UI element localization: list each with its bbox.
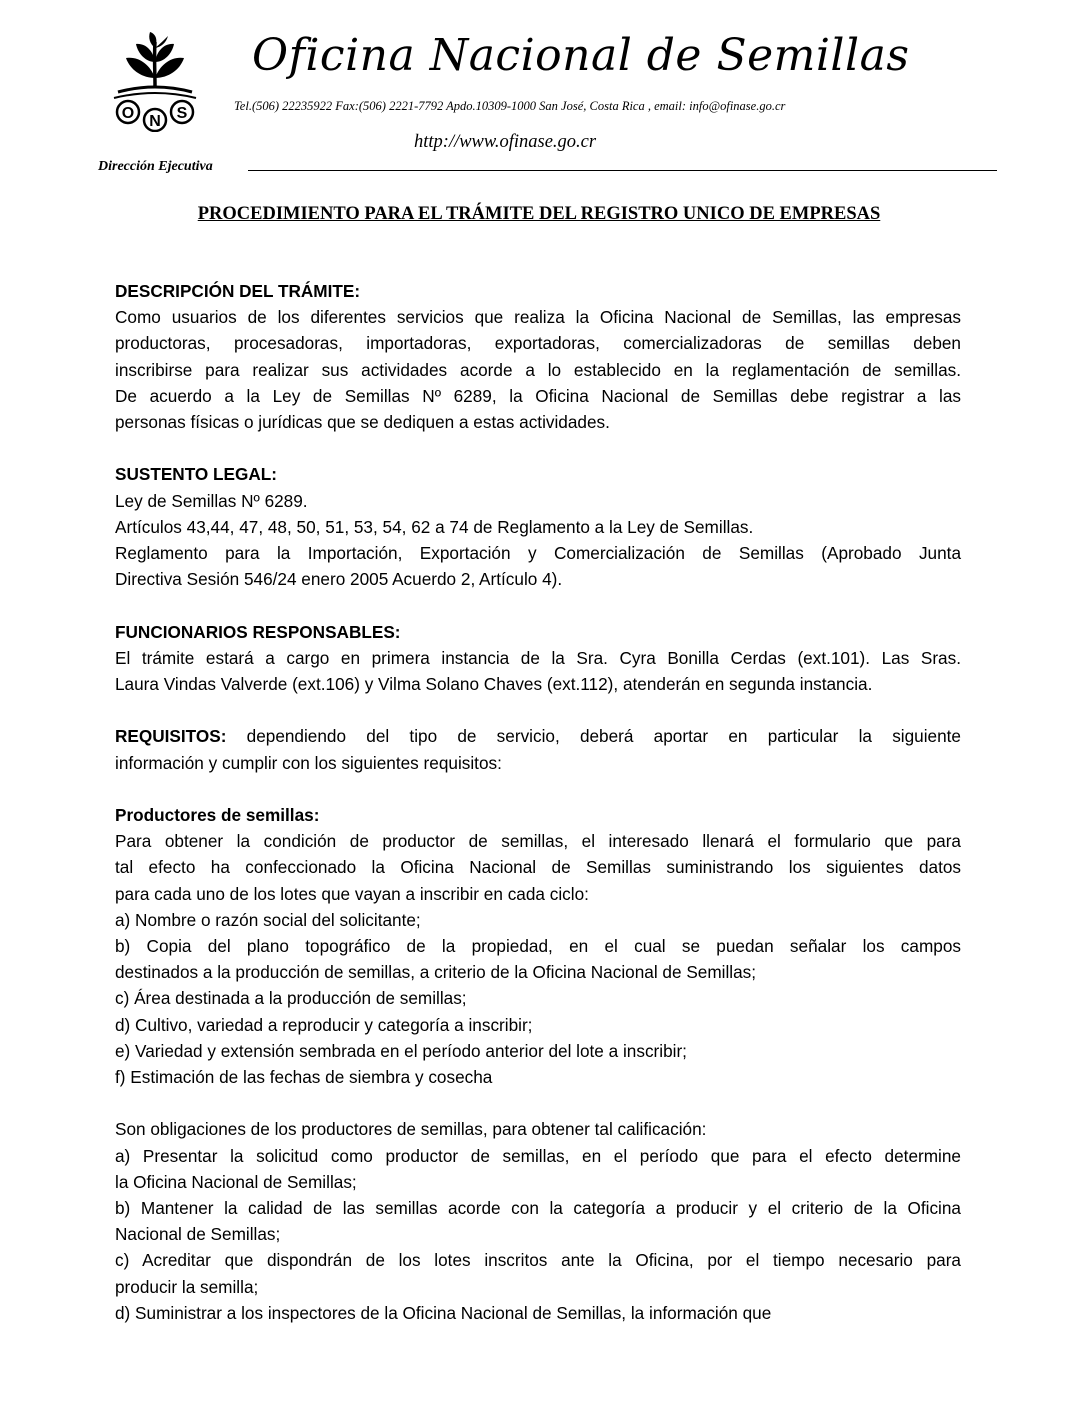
- ons-logo: [108, 28, 202, 132]
- section-productores: [115, 802, 961, 1090]
- section-heading: DESCRIPCIÓN DEL TRÁMITE:: [115, 281, 361, 301]
- document-body: [115, 278, 961, 1352]
- list-item: a) Presentar la solicitud como productor de semillas, en el período que para el efecto determine: [115, 1145, 961, 1166]
- logo-letter-o: O: [121, 105, 135, 122]
- paragraph-line: De acuerdo a la Ley de Semillas Nº 6289, la Oficina Nacional de Semillas debe registrar a las: [115, 385, 961, 406]
- list-item: b) Mantener la calidad de las semillas acorde con la categoría a producir y el criterio de la Oficina: [115, 1198, 961, 1219]
- department-name: Dirección Ejecutiva: [98, 159, 213, 174]
- section-heading: FUNCIONARIOS RESPONSABLES:: [115, 621, 401, 642]
- list-item: destinados a la producción de semillas, a criterio de la Oficina Nacional de Semillas;: [115, 962, 757, 983]
- section-heading: REQUISITOS:: [115, 726, 227, 747]
- list-item: e) Variedad y extensión sembrada en el período anterior del lote a inscribir;: [115, 1040, 687, 1061]
- list-item: la Oficina Nacional de Semillas;: [115, 1171, 357, 1192]
- website-link[interactable]: http://www.ofinase.go.cr: [414, 132, 597, 152]
- list-item: b) Copia del plano topográfico de la propiedad, en el cual se puedan señalar los campos: [115, 936, 961, 957]
- section-sustento-legal: [115, 461, 961, 592]
- list-item: c) Acreditar que dispondrán de los lotes inscritos ante la Oficina, por el tiempo necesario para: [115, 1250, 961, 1271]
- list-item: Nacional de Semillas;: [115, 1224, 281, 1245]
- paragraph-line: Ley de Semillas Nº 6289.: [115, 490, 308, 511]
- paragraph-line: inscribirse para realizar sus actividades acorde a lo establecido en la reglamentación de semillas.: [115, 359, 961, 380]
- list-item: f) Estimación de las fechas de siembra y cosecha: [115, 1067, 493, 1088]
- paragraph-line: Como usuarios de los diferentes servicios que realiza la Oficina Nacional de Semillas, las empresas: [115, 307, 961, 328]
- section-obligaciones: [115, 1116, 961, 1326]
- paragraph-line: Para obtener la condición de productor de semillas, el interesado llenará el formulario que para: [115, 831, 961, 852]
- header-divider: [248, 170, 997, 171]
- list-item: a) Nombre o razón social del solicitante;: [115, 909, 421, 930]
- paragraph-line: para cada uno de los lotes que vayan a inscribir en cada ciclo:: [115, 883, 589, 904]
- paragraph-line: Son obligaciones de los productores de semillas, para obtener tal calificación:: [115, 1119, 707, 1140]
- paragraph-line: Laura Vindas Valverde (ext.106) y Vilma Solano Chaves (ext.112), atenderán en segunda instancia.: [115, 674, 873, 695]
- section-requisitos: [115, 723, 961, 775]
- contact-info: Tel.(506) 22235922 Fax:(506) 2221-7792 Apdo.10309-1000 San José, Costa Rica , email: info@ofinase.go.cr: [234, 99, 786, 113]
- logo-letter-n: N: [149, 113, 161, 130]
- paragraph-line: tal efecto ha confeccionado la Oficina Nacional de Semillas suministrando los siguientes datos: [115, 857, 961, 878]
- logo-letter-s: S: [176, 105, 188, 122]
- list-item: producir la semilla;: [115, 1276, 259, 1297]
- section-descripcion: [115, 278, 961, 435]
- list-item: d) Suministrar a los inspectores de la Oficina Nacional de Semillas, la información que: [115, 1302, 772, 1323]
- paragraph-line: productoras, procesadoras, importadoras, exportadoras, comercializadoras de semillas deben: [115, 333, 961, 354]
- paragraph-line: El trámite estará a cargo en primera instancia de la Sra. Cyra Bonilla Cerdas (ext.101). Las Sras.: [115, 647, 961, 668]
- list-item: c) Área destinada a la producción de semillas;: [115, 988, 467, 1009]
- paragraph-line: Reglamento para la Importación, Exportación y Comercialización de Semillas (Aprobado Junta: [115, 543, 961, 564]
- list-item: d) Cultivo, variedad a reproducir y categoría a inscribir;: [115, 1014, 533, 1035]
- paragraph-line: Directiva Sesión 546/24 enero 2005 Acuerdo 2, Artículo 4).: [115, 569, 563, 590]
- paragraph-line: [115, 723, 961, 749]
- requisitos-text: dependiendo del tipo de servicio, deberá aportar en particular la siguiente: [246, 726, 961, 747]
- section-heading: Productores de semillas:: [115, 805, 320, 825]
- paragraph-line: personas físicas o jurídicas que se dediquen a estas actividades.: [115, 412, 610, 433]
- paragraph-line: información y cumplir con los siguientes requisitos:: [115, 752, 502, 773]
- section-heading: SUSTENTO LEGAL:: [115, 464, 278, 485]
- paragraph-line: Artículos 43,44, 47, 48, 50, 51, 53, 54, 62 a 74 de Reglamento a la Ley de Semillas.: [115, 516, 754, 537]
- organization-name: Oficina Nacional de Semillas: [252, 30, 910, 81]
- document-title: PROCEDIMIENTO PARA EL TRÁMITE DEL REGISTRO UNICO DE EMPRESAS: [197, 204, 881, 224]
- section-funcionarios: [115, 619, 961, 698]
